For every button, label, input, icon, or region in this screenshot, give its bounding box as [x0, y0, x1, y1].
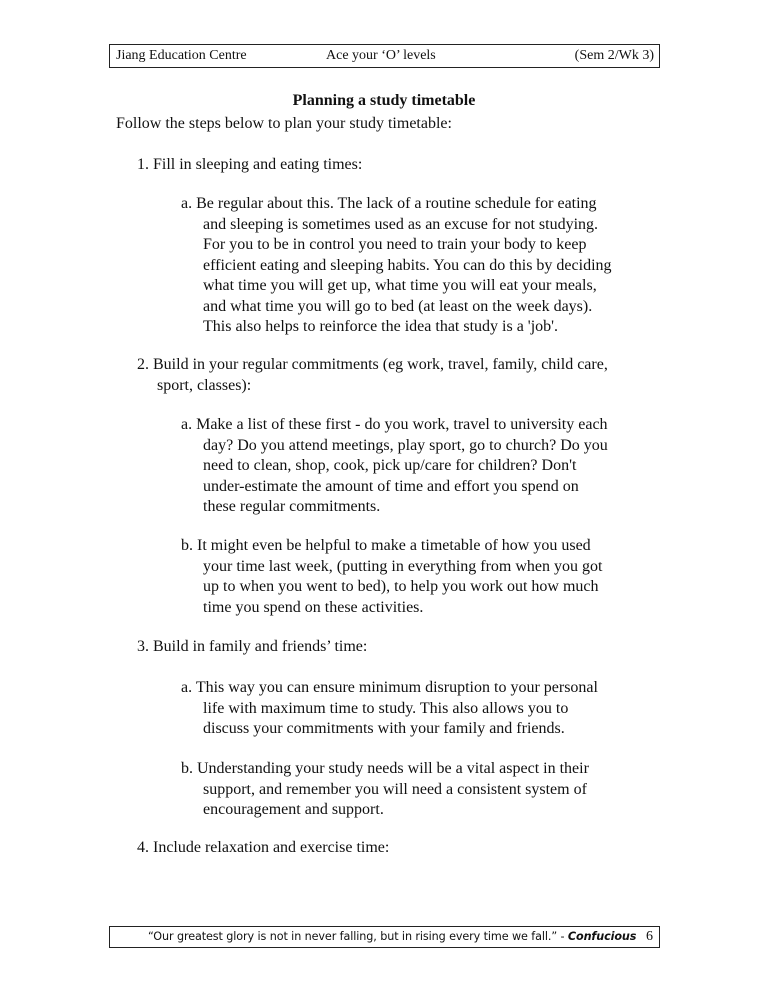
item-line: For you to be in control you need to train your body to keep [203, 236, 587, 253]
item-line: b. Understanding your study needs will be a vital aspect in their [181, 760, 589, 777]
item-line: day? Do you attend meetings, play sport, go to church? Do you [203, 436, 608, 454]
page-header [109, 44, 660, 68]
footer-quote [148, 930, 636, 943]
step-2-heading [137, 355, 608, 396]
page-title: Planning a study timetable [292, 92, 476, 109]
item-line: need to clean, shop, cook, pick up/care for children? Don't [203, 457, 577, 474]
header-semester-week: (Sem 2/Wk 3) [574, 48, 654, 63]
item-line: life with maximum time to study. This also allows you to [203, 699, 569, 717]
step-3-heading [137, 637, 367, 658]
item-line: a. This way you can ensure minimum disruption to your personal [181, 679, 598, 696]
item-line: a. Be regular about this. The lack of a routine schedule for eating [181, 195, 597, 212]
step-4-heading [137, 838, 389, 859]
header-course-name: Ace your ‘O’ levels [326, 48, 436, 63]
item-line: your time last week, (putting in everything from when you got [203, 557, 603, 575]
step-3-item-b [181, 759, 589, 821]
step-2-line-1: 2. Build in your regular commitments (eg work, travel, family, child care, [137, 356, 608, 373]
header-school-name: Jiang Education Centre [116, 48, 247, 63]
item-line: support, and remember you will need a consistent system of [203, 780, 587, 798]
step-2-item-a [181, 415, 608, 518]
item-line: under-estimate the amount of time and effort you spend on [203, 477, 579, 495]
item-line: discuss your commitments with your family and friends. [203, 720, 565, 737]
page-number: 6 [646, 929, 653, 944]
step-3-item-a [181, 678, 598, 740]
step-2-line-2: sport, classes): [157, 376, 252, 394]
step-1-line-1: 1. Fill in sleeping and eating times: [137, 156, 363, 173]
item-line: what time you will get up, what time you will eat your meals, [203, 277, 597, 294]
step-4-line-1: 4. Include relaxation and exercise time: [137, 839, 390, 856]
item-line: and sleeping is sometimes used as an excuse for not studying. [203, 215, 599, 233]
step-1-item-a [181, 194, 612, 338]
step-2-item-b [181, 536, 602, 618]
quote-author: Confucious [567, 930, 637, 943]
item-line: time you spend on these activities. [203, 598, 424, 616]
item-line: This also helps to reinforce the idea that study is a 'job'. [203, 318, 559, 335]
item-line: b. It might even be helpful to make a timetable of how you used [181, 537, 591, 554]
quote-text: “Our greatest glory is not in never falling, but in rising every time we fall.” - [148, 930, 568, 943]
item-line: a. Make a list of these first - do you work, travel to university each [181, 416, 608, 433]
item-line: efficient eating and sleeping habits. You can do this by deciding [203, 256, 612, 274]
step-3-line-1: 3. Build in family and friends’ time: [137, 638, 368, 655]
intro-text: Follow the steps below to plan your study timetable: [116, 115, 452, 132]
step-1-heading [137, 155, 362, 176]
item-line: up to when you went to bed), to help you work out how much [203, 578, 599, 595]
item-line: these regular commitments. [203, 498, 381, 515]
item-line: and what time you will go to bed (at least on the week days). [203, 297, 593, 315]
item-line: encouragement and support. [203, 801, 384, 818]
page-footer [109, 926, 660, 948]
